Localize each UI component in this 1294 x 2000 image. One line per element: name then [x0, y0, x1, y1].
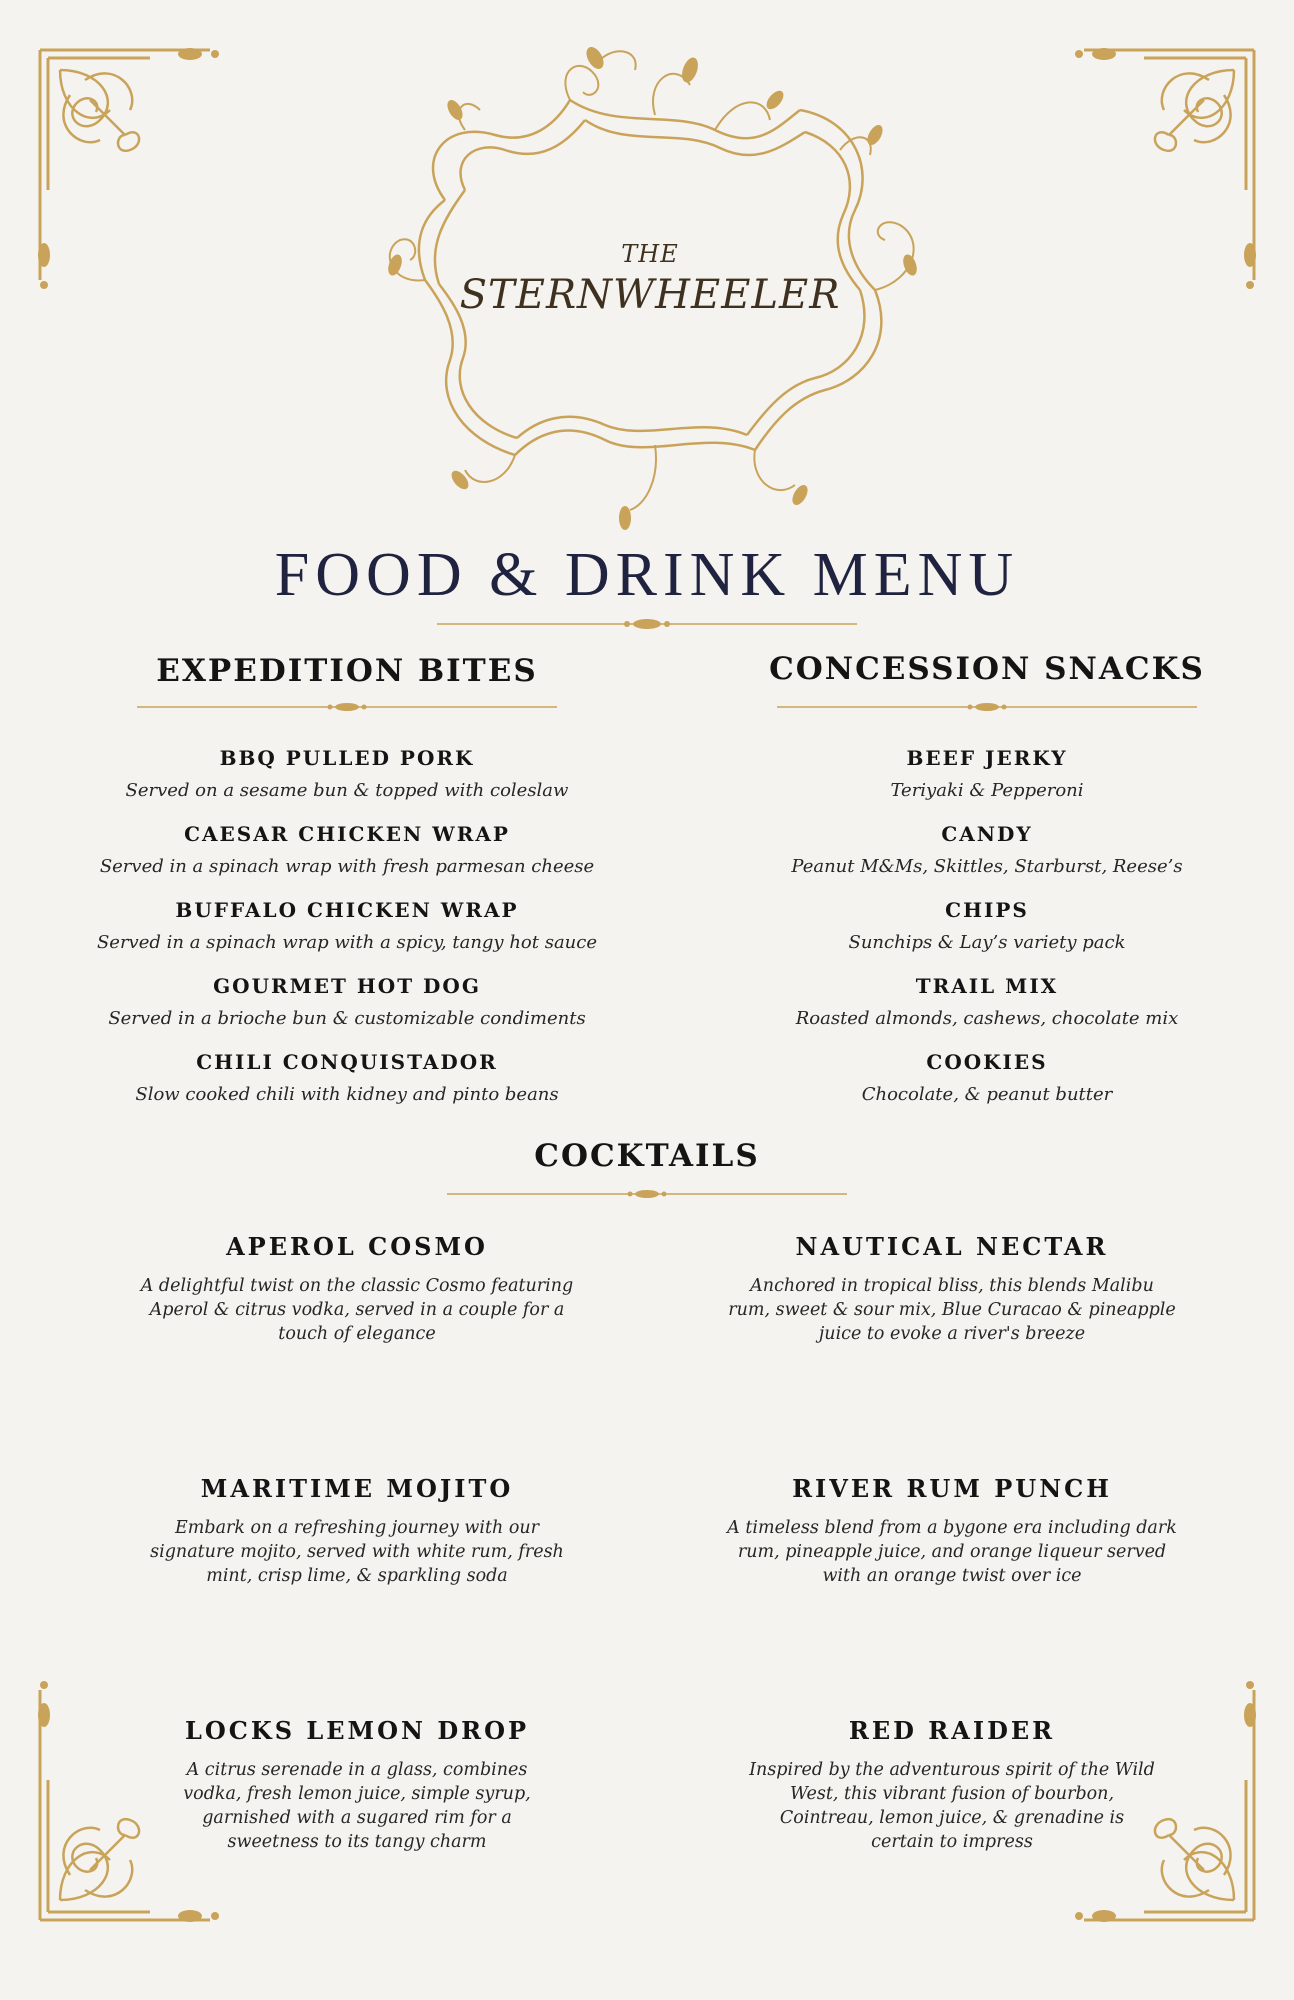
page-title: FOOD & DRINK MENU	[274, 541, 1020, 609]
item-name: BBQ PULLED PORK	[219, 746, 475, 770]
corner-ornament-icon	[1074, 40, 1264, 290]
item-description: Served in a spinach wrap with a spicy, tangy hot sauce	[96, 932, 598, 953]
item-description: Chocolate, & peanut butter	[861, 1084, 1113, 1105]
item-description: Slow cooked chili with kidney and pinto beans	[135, 1084, 559, 1105]
item-description: Roasted almonds, cashews, chocolate mix	[795, 1008, 1179, 1029]
brand-crest	[355, 40, 945, 540]
brand-prefix: THE	[621, 240, 679, 268]
menu-item	[707, 972, 1267, 1032]
cocktail-item	[727, 1474, 1177, 1588]
menu-item	[707, 896, 1267, 956]
item-name: BUFFALO CHICKEN WRAP	[175, 898, 519, 922]
section-divider	[447, 1187, 847, 1201]
item-name: APEROL COSMO	[226, 1232, 488, 1261]
section-divider	[137, 700, 557, 714]
item-description: Inspired by the adventurous spirit of the Wild West, this vibrant fusion of bourbon, Cointreau, lemon juice, & grenadine is certain to impress	[749, 1760, 1155, 1852]
item-description: A citrus serenade in a glass, combines vodka, fresh lemon juice, simple syrup, garnished with a sugared rim for a sweetness to its tangy charm	[183, 1760, 531, 1852]
item-name: LOCKS LEMON DROP	[184, 1716, 530, 1745]
item-description: Served in a spinach wrap with fresh parmesan cheese	[99, 856, 595, 877]
item-description: Teriyaki & Pepperoni	[890, 780, 1084, 801]
item-description: Sunchips & Lay’s variety pack	[848, 932, 1126, 953]
item-name: COOKIES	[926, 1050, 1048, 1074]
cocktail-item	[137, 1474, 577, 1588]
section-title-cocktails: COCKTAILS	[534, 1138, 760, 1174]
item-name: TRAIL MIX	[915, 974, 1059, 998]
section-divider	[777, 700, 1197, 714]
cocktail-item	[747, 1716, 1157, 1854]
cocktail-item	[157, 1716, 557, 1854]
item-description: Anchored in tropical bliss, this blends Malibu rum, sweet & sour mix, Blue Curacao & pineapple juice to evoke a river's breeze	[728, 1276, 1176, 1344]
menu-item	[37, 744, 657, 804]
item-description: Embark on a refreshing journey with our signature mojito, served with white rum, fresh mint, crisp lime, & sparkling soda	[150, 1518, 564, 1586]
item-name: CAESAR CHICKEN WRAP	[184, 822, 510, 846]
item-name: BEEF JERKY	[906, 746, 1068, 770]
menu-item	[37, 972, 657, 1032]
title-divider	[437, 617, 857, 631]
item-description: A delightful twist on the classic Cosmo featuring Aperol & citrus vodka, served in a couple for a touch of elegance	[140, 1276, 574, 1344]
item-name: MARITIME MOJITO	[200, 1474, 514, 1503]
item-description: A timeless blend from a bygone era including dark rum, pineapple juice, and orange liqueur served with an orange twist over ice	[727, 1518, 1177, 1586]
section-title-expedition-bites: EXPEDITION BITES	[156, 653, 538, 689]
item-name: RED RAIDER	[848, 1716, 1056, 1745]
brand-name: STERNWHEELER	[459, 272, 841, 318]
menu-item	[707, 820, 1267, 880]
section-title-concession-snacks: CONCESSION SNACKS	[769, 651, 1205, 687]
corner-ornament-icon	[30, 40, 220, 290]
menu-item	[37, 1048, 657, 1108]
cocktail-item	[727, 1232, 1177, 1346]
menu-item	[707, 1048, 1267, 1108]
item-name: CHIPS	[945, 898, 1029, 922]
item-description: Peanut M&Ms, Skittles, Starburst, Reese’s	[791, 856, 1183, 877]
item-description: Served on a sesame bun & topped with coleslaw	[125, 780, 569, 801]
item-name: GOURMET HOT DOG	[213, 974, 481, 998]
item-name: CANDY	[941, 822, 1033, 846]
menu-item	[37, 820, 657, 880]
cocktail-item	[137, 1232, 577, 1346]
item-description: Served in a brioche bun & customizable condiments	[108, 1008, 586, 1029]
menu-item	[707, 744, 1267, 804]
item-name: CHILI CONQUISTADOR	[196, 1050, 498, 1074]
item-name: RIVER RUM PUNCH	[792, 1474, 1112, 1503]
item-name: NAUTICAL NECTAR	[795, 1232, 1109, 1261]
menu-item	[37, 896, 657, 956]
